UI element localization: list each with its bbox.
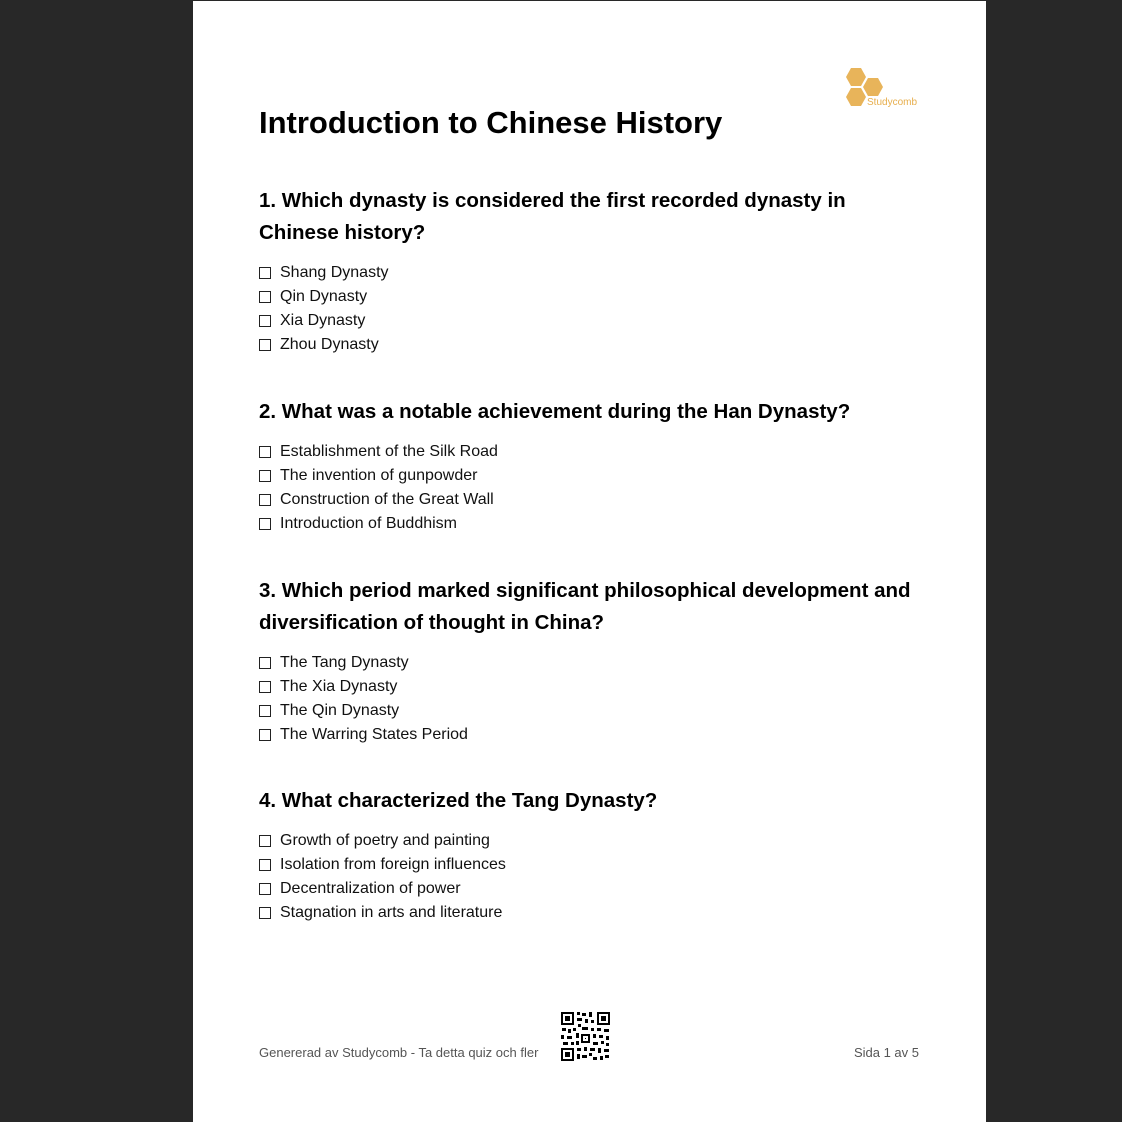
option-label: Growth of poetry and painting [280, 832, 490, 849]
option-item[interactable] [259, 699, 919, 723]
checkbox-icon[interactable] [259, 315, 271, 327]
option-label: Shang Dynasty [280, 264, 389, 281]
option-item[interactable] [259, 829, 919, 853]
option-item[interactable] [259, 261, 919, 285]
option-list [259, 261, 919, 357]
question-text: 2. What was a notable achievement during the Han Dynasty? [259, 400, 851, 423]
question-2 [259, 396, 919, 536]
option-label: Construction of the Great Wall [280, 491, 494, 508]
option-item[interactable] [259, 651, 919, 675]
question-4 [259, 785, 919, 925]
option-item[interactable] [259, 440, 919, 464]
option-label: Xia Dynasty [280, 312, 366, 329]
studycomb-logo [845, 65, 925, 111]
option-item[interactable] [259, 877, 919, 901]
option-list [259, 440, 919, 536]
checkbox-icon[interactable] [259, 705, 271, 717]
checkbox-icon[interactable] [259, 907, 271, 919]
page-title: Introduction to Chinese History [259, 105, 723, 140]
checkbox-icon[interactable] [259, 883, 271, 895]
option-label: The Qin Dynasty [280, 702, 400, 719]
option-label: Establishment of the Silk Road [280, 443, 498, 460]
option-item[interactable] [259, 464, 919, 488]
checkbox-icon[interactable] [259, 859, 271, 871]
option-list [259, 651, 919, 747]
logo-wordmark: Studycomb [867, 97, 918, 108]
option-label: The Warring States Period [280, 726, 468, 743]
option-label: Stagnation in arts and literature [280, 904, 503, 921]
option-label: The Tang Dynasty [280, 654, 409, 671]
checkbox-icon[interactable] [259, 470, 271, 482]
question-3 [259, 575, 919, 747]
checkbox-icon[interactable] [259, 657, 271, 669]
document-page [193, 1, 986, 1122]
option-item[interactable] [259, 853, 919, 877]
page-indicator: Sida 1 av 5 [853, 1045, 919, 1060]
checkbox-icon[interactable] [259, 267, 271, 279]
option-item[interactable] [259, 488, 919, 512]
checkbox-icon[interactable] [259, 681, 271, 693]
option-label: Qin Dynasty [280, 288, 368, 305]
option-item[interactable] [259, 285, 919, 309]
checkbox-icon[interactable] [259, 291, 271, 303]
option-item[interactable] [259, 512, 919, 536]
checkbox-icon[interactable] [259, 339, 271, 351]
checkbox-icon[interactable] [259, 729, 271, 741]
option-item[interactable] [259, 723, 919, 747]
question-text: 1. Which dynasty is considered the first recorded dynasty in Chinese history? [259, 189, 846, 244]
option-label: Zhou Dynasty [280, 336, 379, 353]
question-text: 4. What characterized the Tang Dynasty? [259, 789, 658, 812]
option-item[interactable] [259, 333, 919, 357]
option-label: Introduction of Buddhism [280, 515, 457, 532]
question-1 [259, 185, 919, 357]
option-label: The Xia Dynasty [280, 678, 398, 695]
option-label: The invention of gunpowder [280, 467, 478, 484]
option-label: Decentralization of power [280, 880, 461, 897]
option-item[interactable] [259, 901, 919, 925]
checkbox-icon[interactable] [259, 835, 271, 847]
option-item[interactable] [259, 309, 919, 333]
option-label: Isolation from foreign influences [280, 856, 506, 873]
qr-code-icon[interactable] [560, 1011, 611, 1062]
checkbox-icon[interactable] [259, 518, 271, 530]
footer-generated-by: Genererad av Studycomb - Ta detta quiz och fler [259, 1045, 539, 1060]
checkbox-icon[interactable] [259, 446, 271, 458]
option-item[interactable] [259, 675, 919, 699]
option-list [259, 829, 919, 925]
checkbox-icon[interactable] [259, 494, 271, 506]
question-text: 3. Which period marked significant philosophical development and diversification of thought in China? [259, 579, 911, 634]
